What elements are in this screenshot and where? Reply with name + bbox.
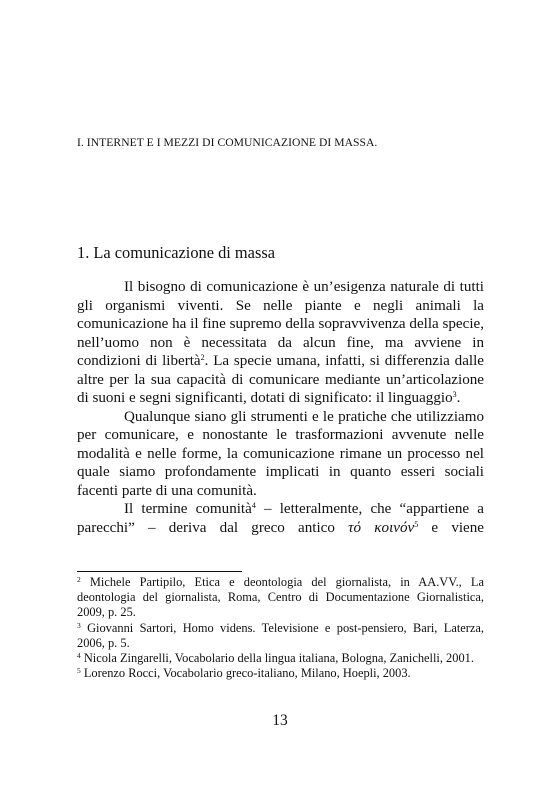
section-title: 1. La comunicazione di massa (77, 243, 275, 262)
footnote-ref-4[interactable]: 4 (251, 501, 256, 510)
footnote-ref-2[interactable]: 2 (200, 353, 205, 362)
body-text (77, 278, 484, 537)
footnote-number: 3 (77, 620, 81, 630)
paragraph-2: Qualunque siano gli strumenti e le pratiche che utilizziamo per comunicare, e nonostante le trasformazioni avvenute nelle modalità e nelle forme, la comunicazione rimane un processo nel quale siamo profondamente implicati in quanto esseri sociali facenti parte di una comunità. (77, 408, 484, 499)
paragraph-3-text-a: Il termine comunità (124, 501, 252, 517)
footnote-separator (77, 571, 242, 572)
footnote-text: Giovanni Sartori, Homo videns. Televisione e post-pensiero, Bari, Laterza, 2006, p. 5. (77, 620, 484, 650)
footnote-4 (77, 651, 484, 666)
footnote-text: Nicola Zingarelli, Vocabolario della lingua italiana, Bologna, Zanichelli, 2001. (80, 651, 474, 666)
paragraph-1-text-b: . La specie umana, infatti, si differenzia dalle altre per la sua capacità di comunicare mediante un’articolazione di suoni e segni significanti, dotati di significato: il linguaggio (77, 353, 484, 406)
footnote-number: 2 (77, 575, 81, 584)
footnote-2 (77, 575, 484, 621)
paragraph-1 (77, 278, 484, 408)
footnote-ref-3[interactable]: 3 (452, 390, 457, 399)
paragraph-1-text-a: Il bisogno di comunicazione è un’esigenza naturale di tutti gli organismi viventi. Se nelle piante e negli animali la comunicazione ha il fine supremo della sopravvivenza della specie, nell’uomo non è necessitata da alcun fine, ma avviene in condizioni di libertà (77, 279, 484, 369)
greek-term: τό κοινόν (348, 519, 415, 536)
footnote-number: 5 (77, 666, 81, 676)
paragraph-3-text-c: e viene (418, 519, 485, 536)
chapter-title: I. INTERNET E I MEZZI DI COMUNICAZIONE DI MASSA. (77, 136, 378, 149)
page-number: 13 (272, 712, 288, 729)
footnote-text: Lorenzo Rocci, Vocabolario greco-italiano, Milano, Hoepli, 2003. (80, 666, 411, 681)
paragraph-3-text-b: – letteralmente, che “appartiene a parecchi” – deriva dal greco antico (77, 501, 484, 536)
footnote-text: Michele Partipilo, Etica e deontologia del giornalista, in AA.VV., La deontologia del giornalista, Roma, Centro di Documentazione Giornalistica, 2009, p. 25. (77, 575, 484, 620)
paragraph-1-text-c: . (456, 390, 461, 406)
footnote-5 (77, 666, 484, 681)
paragraph-3 (77, 500, 484, 537)
footnotes (77, 575, 484, 681)
footnote-number: 4 (77, 651, 81, 661)
footnote-3 (77, 621, 484, 651)
footnote-ref-5[interactable]: 5 (414, 519, 419, 529)
